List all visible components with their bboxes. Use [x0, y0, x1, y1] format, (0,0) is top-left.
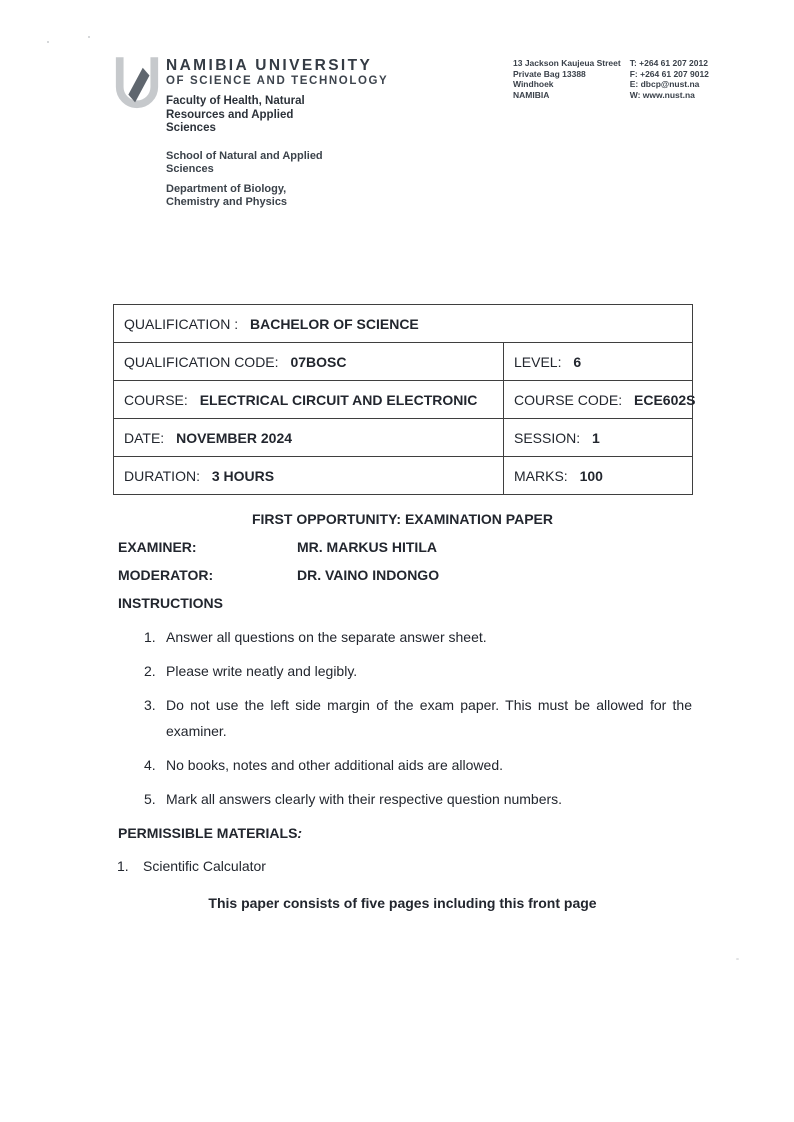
examiner-name: MR. MARKUS HITILA [297, 539, 437, 555]
course-value: ELECTRICAL CIRCUIT AND ELECTRONIC [199, 391, 478, 408]
scan-speck [736, 958, 739, 960]
session-label: SESSION: [514, 429, 581, 446]
instructions-heading: INSTRUCTIONS [118, 595, 223, 611]
exam-paper-title: FIRST OPPORTUNITY: EXAMINATION PAPER [251, 511, 553, 527]
table-row-qualification [114, 305, 693, 343]
qualification-value: BACHELOR OF SCIENCE [249, 315, 419, 332]
nust-logo-icon [113, 54, 161, 118]
instruction-item: 4. No books, notes and other additional aids are allowed. [144, 757, 503, 773]
level-value: 6 [573, 353, 582, 370]
department-name: Department of Biology, Chemistry and Physics [166, 183, 288, 208]
instruction-item: 5. Mark all answers clearly with their respective question numbers. [144, 791, 563, 807]
contact-block [513, 58, 709, 100]
qualification-label: QUALIFICATION : [124, 315, 239, 332]
instructions-list [113, 624, 692, 812]
table-row-duration-marks [114, 457, 693, 495]
main-content [113, 304, 696, 911]
course-label: COURSE: [124, 391, 188, 408]
page-count-note: This paper consists of five pages including this front page [208, 895, 597, 911]
date-label: DATE: [124, 429, 165, 446]
date-value: NOVEMBER 2024 [176, 429, 293, 446]
session-value: 1 [592, 429, 600, 446]
exam-info-table [113, 304, 696, 495]
qualification-code-value: 07BOSC [290, 353, 347, 370]
university-name-line2: OF SCIENCE AND TECHNOLOGY [166, 75, 389, 87]
contact-address: 13 Jackson Kaujeua Street Private Bag 13388 Windhoek NAMIBIA [513, 58, 621, 100]
scan-speck [88, 36, 90, 38]
course-code-value: ECE602S [634, 391, 696, 408]
moderator-label: MODERATOR: [118, 567, 214, 583]
table-row-course [114, 381, 693, 419]
table-row-date-session [114, 419, 693, 457]
materials-list [113, 856, 692, 876]
scan-speck [47, 41, 49, 43]
course-code-label: COURSE CODE: [514, 391, 623, 408]
examiner-label: EXAMINER: [118, 539, 197, 555]
duration-value: 3 HOURS [211, 467, 275, 484]
qualification-code-label: QUALIFICATION CODE: [124, 353, 279, 370]
university-name [166, 57, 388, 88]
material-item: 1. Scientific Calculator [117, 858, 266, 874]
instruction-item: 2. Please write neatly and legibly. [144, 663, 358, 679]
marks-value: 100 [579, 467, 603, 484]
examiner-row [113, 539, 692, 555]
table-row-code-level [114, 343, 693, 381]
marks-label: MARKS: [514, 467, 568, 484]
contact-phone-email: T: +264 61 207 2012 F: +264 61 207 9012 E: dbcp@nust.na W: www.nust.na [629, 58, 709, 100]
instruction-item: 1. Answer all questions on the separate answer sheet. [144, 629, 487, 645]
school-name: School of Natural and Applied Sciences [166, 150, 323, 175]
duration-label: DURATION: [124, 467, 200, 484]
permissible-materials-heading: PERMISSIBLE MATERIALS: [118, 825, 303, 841]
moderator-name: DR. VAINO INDONGO [297, 567, 440, 583]
level-label: LEVEL: [514, 353, 562, 370]
moderator-row [113, 567, 692, 583]
faculty-name: Faculty of Health, Natural Resources and Applied Sciences [166, 95, 305, 134]
instruction-item: 3. Do not use the left side margin of the exam paper. This must be allowed for the examiner. [144, 697, 692, 739]
university-name-line1: NAMIBIA UNIVERSITY [166, 57, 373, 74]
